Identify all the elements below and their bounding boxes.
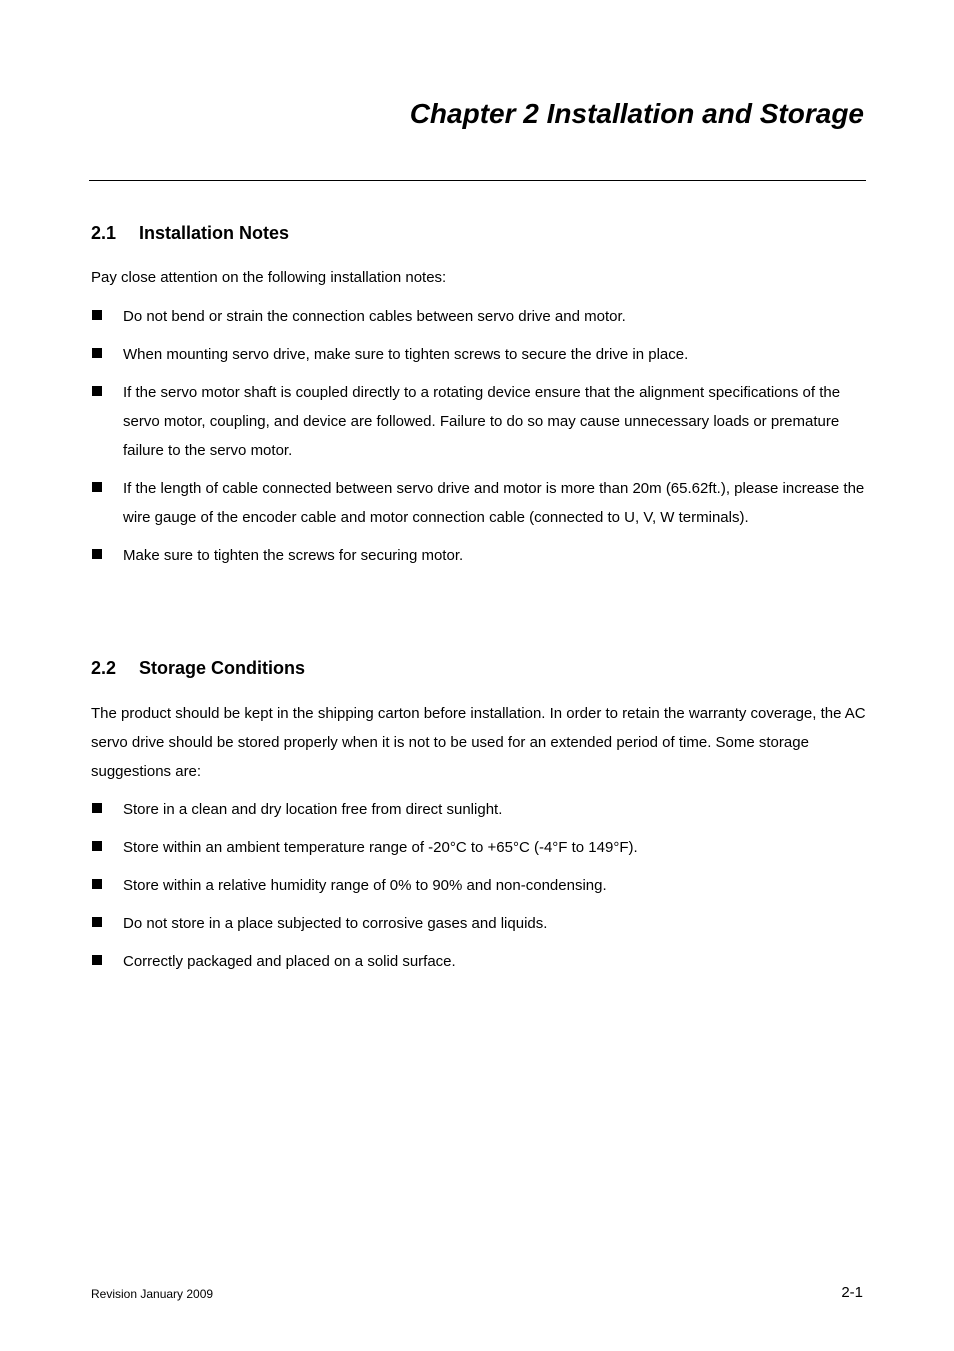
list-item <box>91 947 871 976</box>
list-item <box>91 833 871 862</box>
section-heading <box>91 656 871 680</box>
square-bullet-icon <box>92 482 102 492</box>
list-item <box>91 541 871 570</box>
list-item <box>91 302 871 331</box>
list-item-text: Store in a clean and dry location free from direct sunlight. <box>123 801 503 818</box>
square-bullet-icon <box>92 841 102 851</box>
section-number: 2.1 <box>91 223 117 243</box>
list-item <box>91 871 871 900</box>
square-bullet-icon <box>92 803 102 813</box>
list-item-text: Do not bend or strain the connection cables between servo drive and motor. <box>123 308 626 325</box>
section-title: Storage Conditions <box>139 658 305 678</box>
list-item-text: Make sure to tighten the screws for securing motor. <box>123 547 464 564</box>
square-bullet-icon <box>92 917 102 927</box>
section-number: 2.2 <box>91 658 117 678</box>
section-installation-notes <box>91 221 871 570</box>
square-bullet-icon <box>92 955 102 965</box>
list-item-text: Store within an ambient temperature range of -20°C to +65°C (-4°F to 149°F). <box>123 839 638 856</box>
list-item-text: Do not store in a place subjected to corrosive gases and liquids. <box>123 915 548 932</box>
section-intro: Pay close attention on the following installation notes: <box>91 269 447 286</box>
square-bullet-icon <box>92 348 102 358</box>
chapter-title: Chapter 2 Installation and Storage <box>409 98 864 129</box>
storage-conditions-list <box>91 795 871 976</box>
square-bullet-icon <box>92 310 102 320</box>
list-item <box>91 474 871 532</box>
list-item <box>91 340 871 369</box>
section-title: Installation Notes <box>139 223 290 243</box>
list-item-text: If the length of cable connected between servo drive and motor is more than 20m (65.62ft.), please increase the wire gauge of the encoder cable and motor connection cable (connected to U, V, W terminals). <box>123 480 865 526</box>
square-bullet-icon <box>92 879 102 889</box>
list-item-text: If the servo motor shaft is coupled directly to a rotating device ensure that the alignment specifications of the servo motor, coupling, and device are followed. Failure to do so may cause unnecessary loads or premature failure to the servo motor. <box>123 384 841 459</box>
square-bullet-icon <box>92 386 102 396</box>
footer-revision: Revision January 2009 <box>91 1287 214 1301</box>
section-storage-conditions <box>91 656 871 976</box>
list-item-text: Store within a relative humidity range of 0% to 90% and non-condensing. <box>123 877 607 894</box>
list-item-text: When mounting servo drive, make sure to tighten screws to secure the drive in place. <box>123 346 689 363</box>
square-bullet-icon <box>92 549 102 559</box>
section-intro: The product should be kept in the shipping carton before installation. In order to retain the warranty coverage, the AC servo drive should be stored properly when it is not to be used for an extended period of time. Some storage suggestions are: <box>91 705 866 780</box>
list-item <box>91 378 871 465</box>
page-number: 2-1 <box>841 1284 863 1301</box>
list-item <box>91 909 871 938</box>
list-item <box>91 795 871 824</box>
installation-notes-list <box>91 302 871 570</box>
list-item-text: Correctly packaged and placed on a solid surface. <box>123 953 456 970</box>
section-heading <box>91 221 871 245</box>
chapter-divider <box>89 180 866 181</box>
